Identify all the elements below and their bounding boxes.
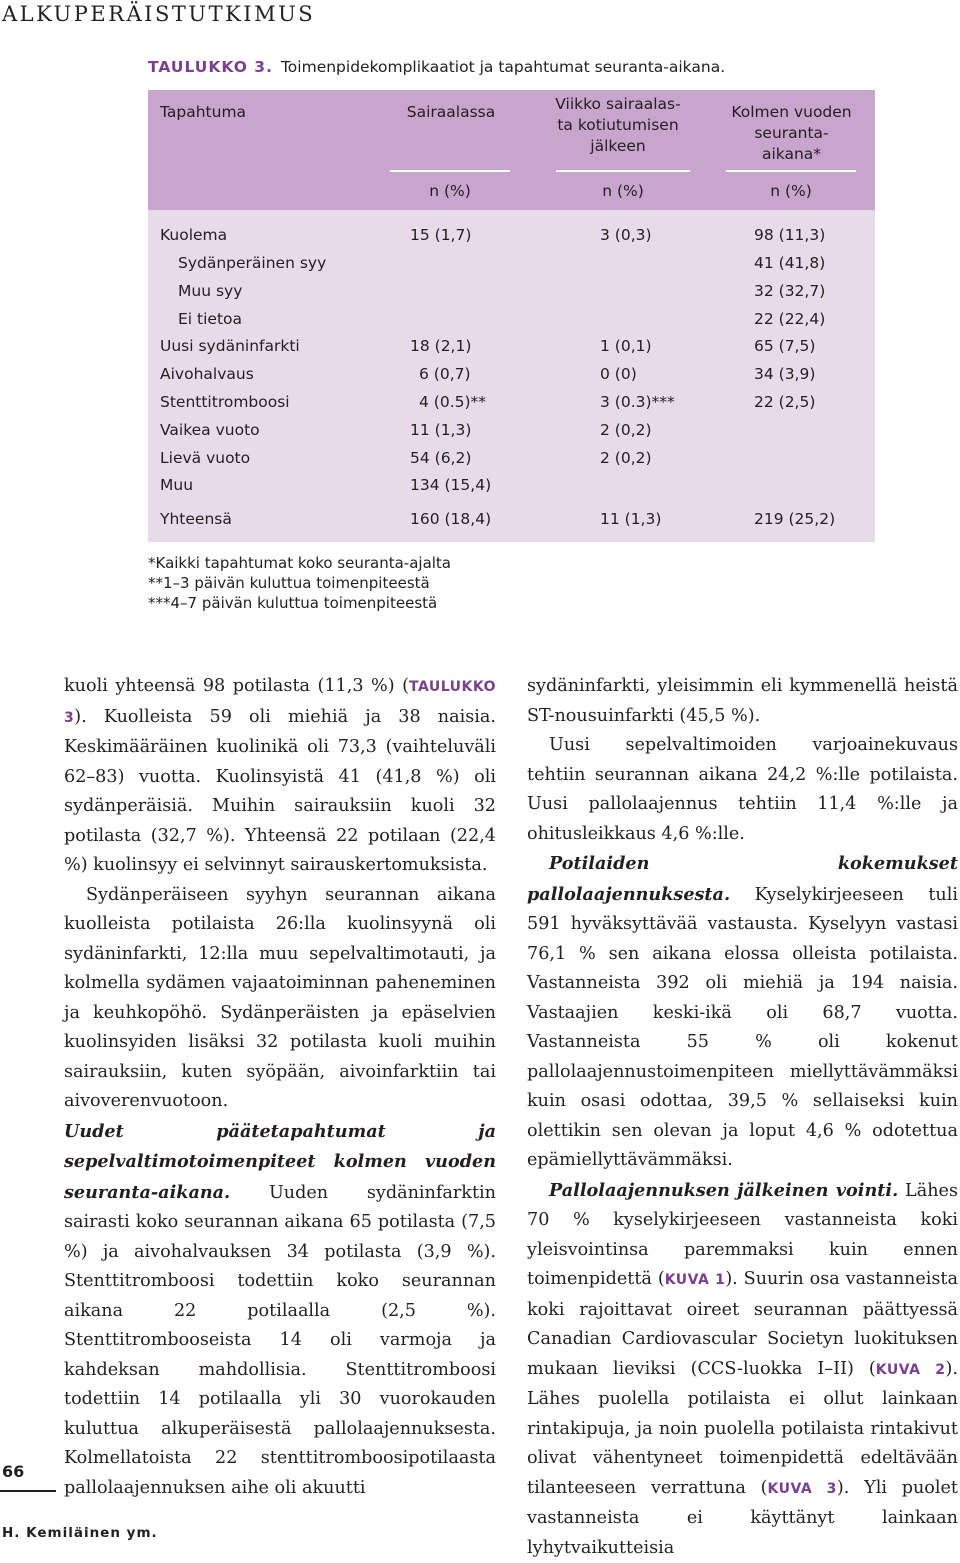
subheading: Pallolaajennuksen jälkeinen vointi. bbox=[549, 1180, 898, 1201]
cell-week-after: 1 (0,1) bbox=[600, 337, 652, 355]
row-label: Yhteensä bbox=[160, 510, 232, 528]
paragraph bbox=[64, 672, 496, 881]
header-event: Tapahtuma bbox=[160, 102, 360, 123]
cell-week-after: 3 (0.3)*** bbox=[600, 393, 675, 411]
table-caption bbox=[148, 58, 725, 76]
row-label: Sydänperäinen syy bbox=[178, 254, 326, 272]
cell-three-years: 32 (32,7) bbox=[754, 282, 825, 300]
subheading: Uudet päätetapahtumat ja sepelvaltimotoimenpiteet kolmen vuoden seuranta-aikana. bbox=[64, 1121, 496, 1203]
unit-in-hospital: n (%) bbox=[390, 182, 510, 200]
paragraph-text: ). Kuolleista 59 oli miehiä ja 38 naisia. Keskimääräinen kuolinikä oli 73,3 (vaihteluväli 62–83) vuotta. Kuolinsyistä 41 (41,8 %) oli sydänperäisiä. Muihin sairauksiin kuoli 32 potilasta (32,7 %). Yhteensä 22 potilaan (22,4 %) kuolinsyy ei selvinnyt sairauskertomuksista. bbox=[64, 707, 496, 876]
cell-three-years: 98 (11,3) bbox=[754, 226, 825, 244]
paragraph-text: ). Yli puolet vastanneista ei käyttänyt lainkaan lyhytvaikutteisia bbox=[527, 1478, 958, 1558]
header-rule-2 bbox=[556, 170, 690, 172]
cell-in-hospital: 4 (0.5)** bbox=[419, 393, 486, 411]
paragraph-text: ). Suurin osa vastanneista koki rajoittavat oireet seurannan päättyessä Canadian Cardiovascular Societyn luokituksen mukaan lieviksi (CCS-luokka I–II) ( bbox=[527, 1269, 958, 1379]
cell-week-after: 11 (1,3) bbox=[600, 510, 661, 528]
paragraph: sydäninfarkti, yleisimmin eli kymmenellä heistä ST-nousuinfarkti (45,5 %). bbox=[527, 672, 958, 731]
cell-week-after: 3 (0,3) bbox=[600, 226, 652, 244]
row-label: Stenttitromboosi bbox=[160, 393, 290, 411]
paragraph bbox=[527, 849, 958, 1176]
body-column-left bbox=[64, 672, 496, 1503]
row-label: Ei tietoa bbox=[178, 310, 242, 328]
row-label: Kuolema bbox=[160, 226, 227, 244]
footer-author: H. Kemiläinen ym. bbox=[2, 1525, 158, 1541]
cell-in-hospital: 54 (6,2) bbox=[410, 449, 471, 467]
footnote: *Kaikki tapahtumat koko seuranta-ajalta bbox=[148, 553, 451, 573]
unit-week-after: n (%) bbox=[556, 182, 690, 200]
table-caption-text: Toimenpidekomplikaatiot ja tapahtumat seuranta-aikana. bbox=[281, 58, 725, 76]
cell-three-years: 219 (25,2) bbox=[754, 510, 835, 528]
table-row bbox=[148, 337, 875, 364]
paragraph-text: Lähes 70 % kyselykirjeeseen vastanneista koki yleisvointinsa paremmaksi kuin ennen toimenpidettä ( bbox=[527, 1181, 958, 1290]
table-row bbox=[148, 310, 875, 337]
paragraph-text: Kyselykirjeeseen tuli 591 hyväksyttävää vastausta. Kyselyyn vastasi 76,1 % sen aikana elossa olleista potilaista. Vastanneista 392 oli miehiä ja 194 naisia. Vastaajien keski-ikä oli 68,7 vuotta. Vastanneista 55 % oli kokenut pallolaajennustoimenpiteen miellyttävämmäksi kuin osasi odottaa, 39,5 % sellaiseksi kuin olettikin sen olevan ja loput 4,6 % odotettua epämiellyttävämmäksi. bbox=[527, 885, 958, 1171]
footnote: ***4–7 päivän kuluttua toimenpiteestä bbox=[148, 593, 451, 613]
table-row bbox=[148, 476, 875, 503]
table-body bbox=[148, 210, 875, 542]
row-label: Aivohalvaus bbox=[160, 365, 254, 383]
events-table bbox=[148, 90, 875, 542]
row-label: Uusi sydäninfarkti bbox=[160, 337, 300, 355]
cell-in-hospital: 15 (1,7) bbox=[410, 226, 471, 244]
row-label: Muu bbox=[160, 476, 193, 494]
table-header bbox=[148, 90, 875, 210]
paragraph: Sydänperäiseen syyhyn seurannan aikana kuolleista potilaista 26:lla kuolinsyynä oli sydäninfarkti, 12:lla muu sepelvaltimotauti, ja kolmella sydämen vajaatoiminnan paheneminen ja keuhkopöhö. Sydänperäisten ja epäselvien kuolinsyiden lisäksi 32 potilasta kuoli muihin sairauksiin, kuten syöpään, aivoinfarktiin tai aivoverenvuotoon. bbox=[64, 881, 496, 1117]
paragraph bbox=[64, 1117, 496, 1504]
figure-reference: KUVA 2 bbox=[876, 1362, 946, 1378]
paragraph: Uusi sepelvaltimoiden varjoainekuvaus tehtiin seurannan aikana 24,2 %:lle potilaista. Uusi pallolaajennus tehtiin 11,4 %:lle ja ohitusleikkaus 4,6 %:lle. bbox=[527, 731, 958, 849]
cell-week-after: 2 (0,2) bbox=[600, 449, 652, 467]
table-row bbox=[148, 449, 875, 476]
footnote: **1–3 päivän kuluttua toimenpiteestä bbox=[148, 573, 451, 593]
page-number: 66 bbox=[2, 1462, 24, 1481]
cell-in-hospital: 6 (0,7) bbox=[419, 365, 471, 383]
row-label: Muu syy bbox=[178, 282, 242, 300]
paragraph-text: ). Lähes puolella potilaista ei ollut lainkaan rintakipuja, ja noin puolella potilaista rintakivut olivat vähentyneet toimenpidettä edeltävään tilanteeseen verrattuna ( bbox=[527, 1359, 958, 1498]
header-rule-1 bbox=[390, 170, 510, 172]
cell-in-hospital: 11 (1,3) bbox=[410, 421, 471, 439]
table-row bbox=[148, 365, 875, 392]
table-footnotes bbox=[148, 553, 451, 613]
figure-reference: KUVA 3 bbox=[767, 1481, 836, 1497]
table-row bbox=[148, 393, 875, 420]
footer-rule bbox=[0, 1490, 56, 1492]
table-row bbox=[148, 226, 875, 253]
table-row-total bbox=[148, 510, 875, 537]
row-label: Vaikea vuoto bbox=[160, 421, 260, 439]
figure-reference: KUVA 1 bbox=[665, 1272, 726, 1288]
table-reference: TAULUKKO 3 bbox=[64, 679, 496, 726]
cell-in-hospital: 160 (18,4) bbox=[410, 510, 491, 528]
cell-three-years: 22 (2,5) bbox=[754, 393, 815, 411]
body-column-right bbox=[527, 672, 958, 1563]
cell-three-years: 65 (7,5) bbox=[754, 337, 815, 355]
header-week-after: Viikko sairaalas- ta kotiutumisen jälkeen bbox=[528, 94, 708, 157]
cell-three-years: 34 (3,9) bbox=[754, 365, 815, 383]
header-three-years: Kolmen vuoden seuranta- aikana* bbox=[708, 102, 875, 165]
table-row bbox=[148, 254, 875, 281]
header-in-hospital: Sairaalassa bbox=[366, 102, 536, 123]
table-row bbox=[148, 421, 875, 448]
cell-week-after: 2 (0,2) bbox=[600, 421, 652, 439]
cell-three-years: 22 (22,4) bbox=[754, 310, 825, 328]
subheading: Potilaiden kokemukset pallolaajennuksesta. bbox=[527, 853, 958, 905]
unit-three-years: n (%) bbox=[726, 182, 856, 200]
header-rule-3 bbox=[726, 170, 856, 172]
cell-three-years: 41 (41,8) bbox=[754, 254, 825, 272]
cell-in-hospital: 134 (15,4) bbox=[410, 476, 491, 494]
section-title: ALKUPERÄISTUTKIMUS bbox=[2, 2, 315, 26]
cell-week-after: 0 (0) bbox=[600, 365, 637, 383]
cell-in-hospital: 18 (2,1) bbox=[410, 337, 471, 355]
paragraph-text: kuoli yhteensä 98 potilasta (11,3 %) ( bbox=[64, 676, 409, 696]
table-row bbox=[148, 282, 875, 309]
paragraph bbox=[527, 1176, 958, 1563]
table-caption-label: TAULUKKO 3. bbox=[148, 58, 273, 76]
paragraph-text: Uuden sydäninfarktin sairasti koko seurannan aikana 65 potilasta (7,5 %) ja aivohalvauksen 34 potilasta (3,9 %). Stenttitromboosi todettiin koko seurannan aikana 22 potilaalla (2,5 %). Stenttitrombooseista 14 oli varmoja ja kahdeksan mahdollisia. Stenttitromboosi todettiin 14 potilaalla yli 30 vuorokauden kuluttua alkuperäisestä pallolaajennuksesta. Kolmellatoista 22 stenttitromboosipotilaasta pallolaajennuksen aihe oli akuutti bbox=[64, 1183, 496, 1498]
row-label: Lievä vuoto bbox=[160, 449, 250, 467]
